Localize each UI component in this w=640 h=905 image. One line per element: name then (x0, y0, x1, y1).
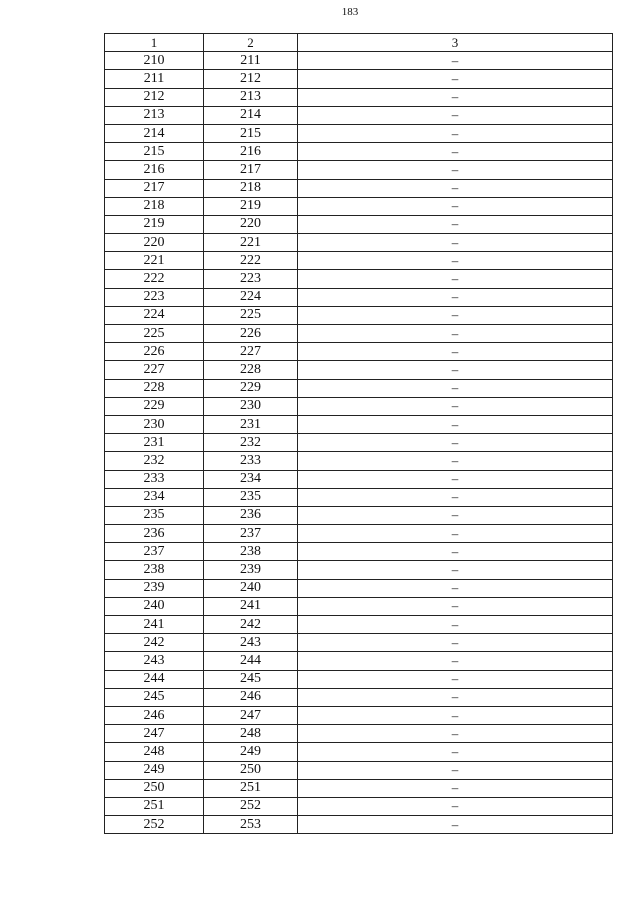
table-row (105, 743, 613, 761)
table-cell-col-1: 238 (105, 561, 204, 579)
table-row (105, 379, 613, 397)
table-row (105, 124, 613, 142)
table-cell-col-3: – (298, 470, 613, 488)
column-header-3: 3 (298, 34, 613, 52)
table-row (105, 234, 613, 252)
table-cell-col-2: 228 (204, 361, 298, 379)
table-cell-col-1: 229 (105, 397, 204, 415)
table-cell-col-2: 244 (204, 652, 298, 670)
table-cell-col-1: 244 (105, 670, 204, 688)
table-cell-col-2: 229 (204, 379, 298, 397)
table-cell-col-1: 221 (105, 252, 204, 270)
table-row (105, 361, 613, 379)
table-cell-col-3: – (298, 506, 613, 524)
table-cell-col-1: 232 (105, 452, 204, 470)
table-cell-col-1: 224 (105, 306, 204, 324)
table-row (105, 270, 613, 288)
table-cell-col-3: – (298, 106, 613, 124)
table-row (105, 325, 613, 343)
table-cell-col-3: – (298, 361, 613, 379)
table-cell-col-3: – (298, 179, 613, 197)
table-cell-col-3: – (298, 434, 613, 452)
table-cell-col-3: – (298, 397, 613, 415)
table-header-row (105, 34, 613, 52)
table-cell-col-3: – (298, 88, 613, 106)
table-cell-col-3: – (298, 343, 613, 361)
table-cell-col-3: – (298, 124, 613, 142)
table-row (105, 506, 613, 524)
table-cell-col-1: 239 (105, 579, 204, 597)
table-cell-col-1: 219 (105, 215, 204, 233)
table-cell-col-3: – (298, 543, 613, 561)
table-cell-col-2: 222 (204, 252, 298, 270)
table-cell-col-3: – (298, 652, 613, 670)
table-cell-col-2: 227 (204, 343, 298, 361)
table-row (105, 88, 613, 106)
table-row (105, 579, 613, 597)
table-row (105, 525, 613, 543)
table-row (105, 797, 613, 815)
table-cell-col-1: 248 (105, 743, 204, 761)
table-cell-col-3: – (298, 143, 613, 161)
table-cell-col-3: – (298, 252, 613, 270)
table-cell-col-1: 217 (105, 179, 204, 197)
table-row (105, 688, 613, 706)
table-cell-col-2: 246 (204, 688, 298, 706)
table-cell-col-2: 223 (204, 270, 298, 288)
table-row (105, 706, 613, 724)
table-cell-col-1: 240 (105, 597, 204, 615)
data-table (104, 33, 613, 834)
table-row (105, 252, 613, 270)
table-cell-col-3: – (298, 725, 613, 743)
table-cell-col-2: 225 (204, 306, 298, 324)
table-cell-col-3: – (298, 197, 613, 215)
table-cell-col-1: 245 (105, 688, 204, 706)
table-cell-col-1: 223 (105, 288, 204, 306)
table-cell-col-3: – (298, 306, 613, 324)
table-cell-col-2: 219 (204, 197, 298, 215)
table-row (105, 215, 613, 233)
table-row (105, 561, 613, 579)
table-cell-col-1: 211 (105, 70, 204, 88)
table-row (105, 397, 613, 415)
table-cell-col-1: 210 (105, 52, 204, 70)
table-row (105, 70, 613, 88)
table-cell-col-3: – (298, 215, 613, 233)
table-cell-col-1: 214 (105, 124, 204, 142)
table-cell-col-2: 236 (204, 506, 298, 524)
table-cell-col-3: – (298, 415, 613, 433)
table-cell-col-3: – (298, 234, 613, 252)
table-cell-col-2: 247 (204, 706, 298, 724)
table-cell-col-3: – (298, 743, 613, 761)
table-cell-col-1: 215 (105, 143, 204, 161)
table-cell-col-3: – (298, 634, 613, 652)
table-cell-col-2: 241 (204, 597, 298, 615)
table-cell-col-1: 220 (105, 234, 204, 252)
table-cell-col-1: 212 (105, 88, 204, 106)
table-cell-col-2: 211 (204, 52, 298, 70)
table-row (105, 434, 613, 452)
table-cell-col-2: 242 (204, 616, 298, 634)
table-row (105, 288, 613, 306)
table-row (105, 306, 613, 324)
table-cell-col-1: 241 (105, 616, 204, 634)
table-cell-col-3: – (298, 525, 613, 543)
table-cell-col-2: 214 (204, 106, 298, 124)
data-table-container (104, 33, 612, 834)
table-body (105, 52, 613, 834)
table-cell-col-2: 218 (204, 179, 298, 197)
table-row (105, 488, 613, 506)
table-cell-col-1: 250 (105, 779, 204, 797)
table-cell-col-1: 225 (105, 325, 204, 343)
table-cell-col-2: 215 (204, 124, 298, 142)
table-cell-col-1: 222 (105, 270, 204, 288)
table-cell-col-1: 231 (105, 434, 204, 452)
table-cell-col-2: 249 (204, 743, 298, 761)
table-cell-col-3: – (298, 779, 613, 797)
table-row (105, 143, 613, 161)
table-cell-col-2: 216 (204, 143, 298, 161)
table-cell-col-3: – (298, 270, 613, 288)
table-cell-col-2: 245 (204, 670, 298, 688)
table-row (105, 415, 613, 433)
page-number: 183 (341, 6, 359, 18)
table-row (105, 761, 613, 779)
table-row (105, 197, 613, 215)
table-cell-col-2: 238 (204, 543, 298, 561)
table-cell-col-1: 251 (105, 797, 204, 815)
table-row (105, 597, 613, 615)
table-cell-col-3: – (298, 797, 613, 815)
table-cell-col-2: 237 (204, 525, 298, 543)
table-cell-col-3: – (298, 706, 613, 724)
table-cell-col-2: 233 (204, 452, 298, 470)
table-cell-col-2: 250 (204, 761, 298, 779)
table-cell-col-2: 240 (204, 579, 298, 597)
table-cell-col-2: 243 (204, 634, 298, 652)
table-cell-col-1: 230 (105, 415, 204, 433)
table-cell-col-2: 251 (204, 779, 298, 797)
table-cell-col-3: – (298, 616, 613, 634)
column-header-1: 1 (105, 34, 204, 52)
table-cell-col-1: 236 (105, 525, 204, 543)
table-cell-col-3: – (298, 488, 613, 506)
table-cell-col-1: 218 (105, 197, 204, 215)
table-cell-col-3: – (298, 597, 613, 615)
table-cell-col-2: 239 (204, 561, 298, 579)
table-cell-col-3: – (298, 288, 613, 306)
table-cell-col-3: – (298, 379, 613, 397)
table-row (105, 452, 613, 470)
table-row (105, 52, 613, 70)
table-cell-col-3: – (298, 561, 613, 579)
table-cell-col-2: 230 (204, 397, 298, 415)
table-cell-col-2: 248 (204, 725, 298, 743)
table-cell-col-1: 226 (105, 343, 204, 361)
table-row (105, 343, 613, 361)
table-row (105, 816, 613, 834)
table-cell-col-1: 216 (105, 161, 204, 179)
table-cell-col-3: – (298, 816, 613, 834)
table-cell-col-1: 242 (105, 634, 204, 652)
table-cell-col-2: 221 (204, 234, 298, 252)
table-cell-col-3: – (298, 670, 613, 688)
table-cell-col-2: 252 (204, 797, 298, 815)
table-cell-col-1: 249 (105, 761, 204, 779)
table-cell-col-1: 252 (105, 816, 204, 834)
table-cell-col-3: – (298, 52, 613, 70)
table-cell-col-2: 220 (204, 215, 298, 233)
table-cell-col-1: 247 (105, 725, 204, 743)
table-cell-col-1: 243 (105, 652, 204, 670)
table-cell-col-3: – (298, 70, 613, 88)
table-cell-col-1: 235 (105, 506, 204, 524)
table-cell-col-3: – (298, 161, 613, 179)
table-row (105, 652, 613, 670)
table-cell-col-3: – (298, 761, 613, 779)
table-cell-col-2: 217 (204, 161, 298, 179)
table-row (105, 179, 613, 197)
table-cell-col-1: 213 (105, 106, 204, 124)
table-cell-col-3: – (298, 579, 613, 597)
table-row (105, 616, 613, 634)
table-cell-col-2: 213 (204, 88, 298, 106)
table-cell-col-2: 253 (204, 816, 298, 834)
table-cell-col-1: 246 (105, 706, 204, 724)
table-cell-col-2: 212 (204, 70, 298, 88)
table-row (105, 779, 613, 797)
table-row (105, 634, 613, 652)
table-cell-col-3: – (298, 452, 613, 470)
table-cell-col-1: 233 (105, 470, 204, 488)
table-cell-col-2: 234 (204, 470, 298, 488)
table-row (105, 670, 613, 688)
table-cell-col-3: – (298, 325, 613, 343)
table-row (105, 470, 613, 488)
table-cell-col-2: 232 (204, 434, 298, 452)
table-cell-col-3: – (298, 688, 613, 706)
table-cell-col-1: 234 (105, 488, 204, 506)
table-row (105, 543, 613, 561)
table-row (105, 725, 613, 743)
table-row (105, 106, 613, 124)
table-cell-col-1: 227 (105, 361, 204, 379)
column-header-2: 2 (204, 34, 298, 52)
table-cell-col-2: 235 (204, 488, 298, 506)
table-cell-col-2: 224 (204, 288, 298, 306)
table-cell-col-2: 231 (204, 415, 298, 433)
table-cell-col-1: 237 (105, 543, 204, 561)
table-row (105, 161, 613, 179)
table-cell-col-2: 226 (204, 325, 298, 343)
table-cell-col-1: 228 (105, 379, 204, 397)
